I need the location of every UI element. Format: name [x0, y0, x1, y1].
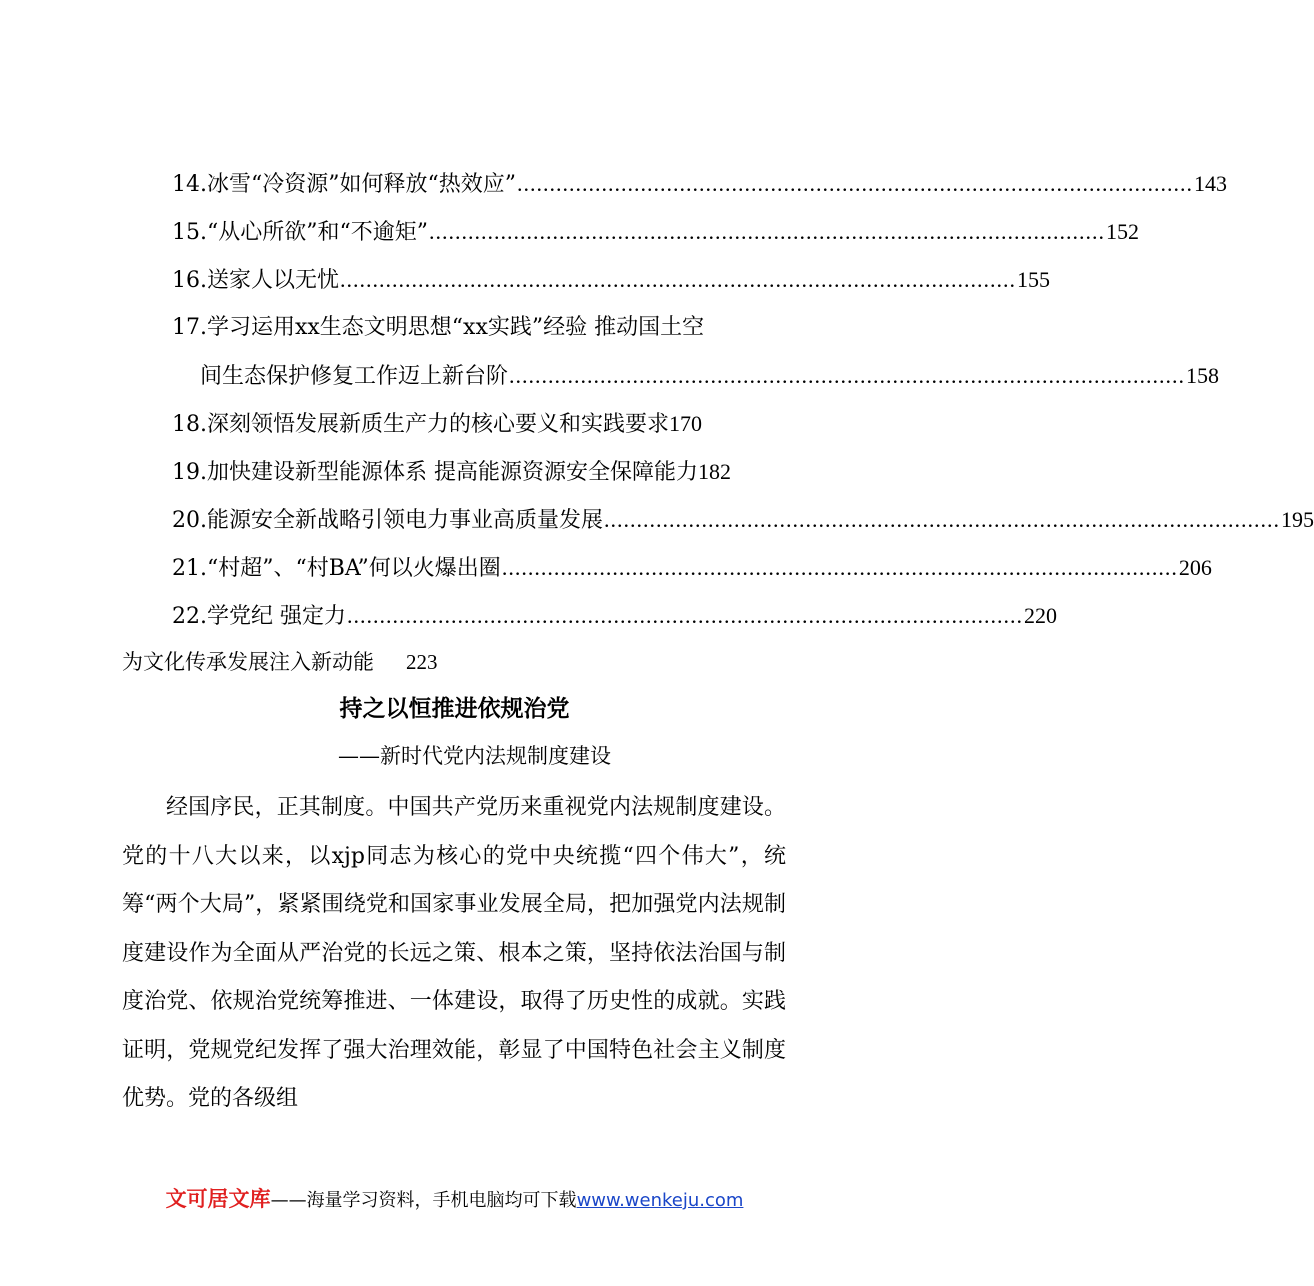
toc-entry[interactable]	[172, 309, 792, 357]
toc-entry[interactable]	[172, 261, 1050, 309]
toc-entry-page: 143	[1193, 171, 1227, 196]
toc-entry-page: 220	[1023, 603, 1057, 628]
toc-entry[interactable]	[172, 501, 1314, 549]
toc-entry-page: 170	[669, 411, 702, 436]
toc-leader-dots: ........................................................................................................	[346, 603, 1023, 628]
toc-entry-page: 158	[1186, 363, 1220, 388]
toc-entry-page: 155	[1017, 267, 1050, 292]
toc-entry-page: 182	[697, 459, 731, 484]
footer-url-link[interactable]: www.wenkeju.com	[576, 1190, 744, 1211]
toc-entry[interactable]	[172, 405, 792, 453]
toc-entry[interactable]	[172, 597, 1057, 645]
toc-entry-page: 206	[1178, 555, 1212, 580]
toc-entry-title: 14.冰雪“冷资源”如何释放“热效应”	[172, 172, 516, 197]
toc-entry-continuation[interactable]	[172, 357, 1220, 405]
toc-extra-entry-page: 223	[406, 650, 438, 674]
toc-entry-title: 21.“村超”、“村BA”何以火爆出圈	[172, 556, 501, 581]
toc-entry-title: 18.深刻领悟发展新质生产力的核心要义和实践要求	[172, 412, 669, 437]
footer-banner	[0, 1183, 909, 1213]
toc-extra-entry[interactable]	[122, 646, 438, 676]
toc-leader-dots: ........................................................................................................	[604, 507, 1280, 532]
toc-entry-page: 195	[1281, 507, 1314, 532]
toc-entry[interactable]	[172, 213, 1139, 261]
footer-tagline: ——海量学习资料，手机电脑均可下载	[270, 1190, 577, 1211]
toc-entry[interactable]	[172, 549, 1212, 597]
article-title: 持之以恒推进依规治党	[339, 695, 570, 722]
toc-entry-page: 152	[1105, 219, 1139, 244]
footer-brand: 文可居文库	[165, 1187, 271, 1211]
toc-entry[interactable]	[172, 165, 1227, 213]
toc-entry-title: 22.学党纪 强定力	[172, 604, 346, 629]
toc-leader-dots: ........................................................................................................	[509, 363, 1186, 388]
toc-entry[interactable]	[172, 453, 792, 501]
article-paragraph: 经国序民，正其制度。中国共产党历来重视党内法规制度建设。党的十八大以来，以xjp同志为核心的党中央统揽“四个伟大”，统筹“两个大局”，紧紧围绕党和国家事业发展全局，把加强党内法规制度建设作为全面从严治党的长远之策、根本之策，坚持依法治国与制度治党、依规治党统筹推进、一体建设，取得了历史性的成就。实践证明，党规党纪发挥了强大治理效能，彰显了中国特色社会主义制度优势。党的各级组	[122, 795, 786, 1111]
toc-entry-title: 15.“从心所欲”和“不逾矩”	[172, 220, 428, 245]
article-subtitle: ——新时代党内法规制度建设	[338, 744, 611, 768]
toc-entry-title: 16.送家人以无忧	[172, 268, 339, 293]
toc-entry-title: 17.学习运用xx生态文明思想“xx实践”经验 推动国土空	[172, 315, 705, 340]
toc-leader-dots: ........................................................................................................	[340, 267, 1016, 292]
toc-entry-title: 间生态保护修复工作迈上新台阶	[200, 364, 509, 389]
table-of-contents	[172, 165, 1314, 645]
toc-entry-title: 20.能源安全新战略引领电力事业高质量发展	[172, 508, 603, 533]
toc-leader-dots: ........................................................................................................	[428, 219, 1105, 244]
toc-leader-dots: ........................................................................................................	[516, 171, 1193, 196]
toc-extra-entry-title: 为文化传承发展注入新动能	[122, 650, 374, 674]
toc-entry-title: 19.加快建设新型能源体系 提高能源资源安全保障能力	[172, 460, 698, 485]
toc-leader-dots: ........................................................................................................	[501, 555, 1178, 580]
